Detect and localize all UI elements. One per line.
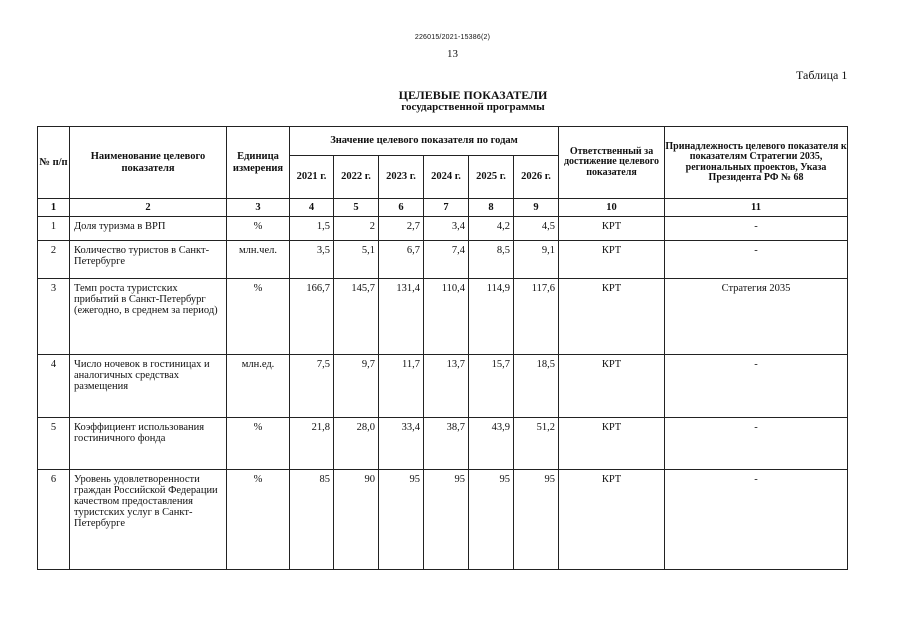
column-number: 11 xyxy=(665,199,848,217)
column-number: 9 xyxy=(514,199,559,217)
value-cell: 21,8 xyxy=(290,418,334,470)
row-num: 2 xyxy=(38,241,70,279)
column-number: 8 xyxy=(469,199,514,217)
table-row xyxy=(38,418,848,470)
affiliation-cell: - xyxy=(665,217,848,241)
header-year: 2022 г. xyxy=(334,156,379,199)
value-cell: 3,4 xyxy=(424,217,469,241)
responsible-cell: КРТ xyxy=(559,279,665,355)
indicator-name: Коэффициент использования гостиничного фонда xyxy=(70,418,227,470)
column-number: 1 xyxy=(38,199,70,217)
value-cell: 5,1 xyxy=(334,241,379,279)
value-cell: 145,7 xyxy=(334,279,379,355)
value-cell: 95 xyxy=(469,470,514,570)
value-cell: 110,4 xyxy=(424,279,469,355)
indicator-name: Количество туристов в Санкт-Петербурге xyxy=(70,241,227,279)
column-number: 5 xyxy=(334,199,379,217)
responsible-cell: КРТ xyxy=(559,241,665,279)
value-cell: 9,1 xyxy=(514,241,559,279)
table-row xyxy=(38,279,848,355)
value-cell: 4,2 xyxy=(469,217,514,241)
table-row xyxy=(38,355,848,418)
header-name: Наименование целевого показателя xyxy=(70,127,227,199)
indicator-unit: % xyxy=(227,470,290,570)
table-row xyxy=(38,217,848,241)
header-year: 2025 г. xyxy=(469,156,514,199)
indicator-name: Уровень удовлетворенности граждан Российской Федерации качеством предоставления туристских услуг в Санкт-Петербурге xyxy=(70,470,227,570)
value-cell: 7,5 xyxy=(290,355,334,418)
affiliation-cell: - xyxy=(665,418,848,470)
value-cell: 95 xyxy=(379,470,424,570)
header-year: 2024 г. xyxy=(424,156,469,199)
responsible-cell: КРТ xyxy=(559,217,665,241)
header-year: 2021 г. xyxy=(290,156,334,199)
table-row xyxy=(38,470,848,570)
header-affiliation: Принадлежность целевого показателя к показателям Стратегии 2035, региональных проектов, Указа Президента РФ № 68 xyxy=(665,127,848,199)
column-number: 6 xyxy=(379,199,424,217)
value-cell: 95 xyxy=(514,470,559,570)
value-cell: 85 xyxy=(290,470,334,570)
value-cell: 1,5 xyxy=(290,217,334,241)
row-num: 5 xyxy=(38,418,70,470)
column-number: 3 xyxy=(227,199,290,217)
indicator-unit: % xyxy=(227,217,290,241)
column-number: 10 xyxy=(559,199,665,217)
value-cell: 2,7 xyxy=(379,217,424,241)
column-number: 2 xyxy=(70,199,227,217)
value-cell: 131,4 xyxy=(379,279,424,355)
indicator-unit: млн.ед. xyxy=(227,355,290,418)
affiliation-cell: Стратегия 2035 xyxy=(665,279,848,355)
document-stamp: 226015/2021-15386(2) xyxy=(414,34,491,41)
value-cell: 2 xyxy=(334,217,379,241)
row-num: 4 xyxy=(38,355,70,418)
affiliation-cell: - xyxy=(665,470,848,570)
value-cell: 114,9 xyxy=(469,279,514,355)
row-num: 3 xyxy=(38,279,70,355)
header-year: 2026 г. xyxy=(514,156,559,199)
target-indicators-table xyxy=(37,126,848,570)
value-cell: 28,0 xyxy=(334,418,379,470)
responsible-cell: КРТ xyxy=(559,355,665,418)
value-cell: 6,7 xyxy=(379,241,424,279)
document-title: ЦЕЛЕВЫЕ ПОКАЗАТЕЛИ xyxy=(398,88,548,102)
value-cell: 18,5 xyxy=(514,355,559,418)
indicator-unit: млн.чел. xyxy=(227,241,290,279)
value-cell: 38,7 xyxy=(424,418,469,470)
header-responsible: Ответственный за достижение целевого показателя xyxy=(559,127,665,199)
header-year: 2023 г. xyxy=(379,156,424,199)
indicator-unit: % xyxy=(227,279,290,355)
column-number-row xyxy=(38,199,848,217)
value-cell: 8,5 xyxy=(469,241,514,279)
document-subtitle: государственной программы xyxy=(401,101,545,113)
value-cell: 7,4 xyxy=(424,241,469,279)
header-unit: Единица измерения xyxy=(227,127,290,199)
value-cell: 11,7 xyxy=(379,355,424,418)
value-cell: 90 xyxy=(334,470,379,570)
table-row xyxy=(38,241,848,279)
value-cell: 3,5 xyxy=(290,241,334,279)
value-cell: 15,7 xyxy=(469,355,514,418)
page-number: 13 xyxy=(447,48,458,60)
indicator-name: Число ночевок в гостиницах и аналогичных средствах размещения xyxy=(70,355,227,418)
indicator-name: Доля туризма в ВРП xyxy=(70,217,227,241)
affiliation-cell: - xyxy=(665,355,848,418)
indicator-name: Темп роста туристских прибытий в Санкт-Петербург (ежегодно, в среднем за период) xyxy=(70,279,227,355)
value-cell: 43,9 xyxy=(469,418,514,470)
table-label: Таблица 1 xyxy=(796,68,848,82)
column-number: 4 xyxy=(290,199,334,217)
header-num: № п/п xyxy=(38,127,70,199)
header-values-group: Значение целевого показателя по годам xyxy=(290,127,559,156)
value-cell: 166,7 xyxy=(290,279,334,355)
value-cell: 51,2 xyxy=(514,418,559,470)
value-cell: 33,4 xyxy=(379,418,424,470)
row-num: 1 xyxy=(38,217,70,241)
value-cell: 13,7 xyxy=(424,355,469,418)
header-row-1 xyxy=(38,127,848,156)
value-cell: 4,5 xyxy=(514,217,559,241)
value-cell: 117,6 xyxy=(514,279,559,355)
value-cell: 95 xyxy=(424,470,469,570)
row-num: 6 xyxy=(38,470,70,570)
column-number: 7 xyxy=(424,199,469,217)
affiliation-cell: - xyxy=(665,241,848,279)
responsible-cell: КРТ xyxy=(559,470,665,570)
responsible-cell: КРТ xyxy=(559,418,665,470)
indicator-unit: % xyxy=(227,418,290,470)
value-cell: 9,7 xyxy=(334,355,379,418)
